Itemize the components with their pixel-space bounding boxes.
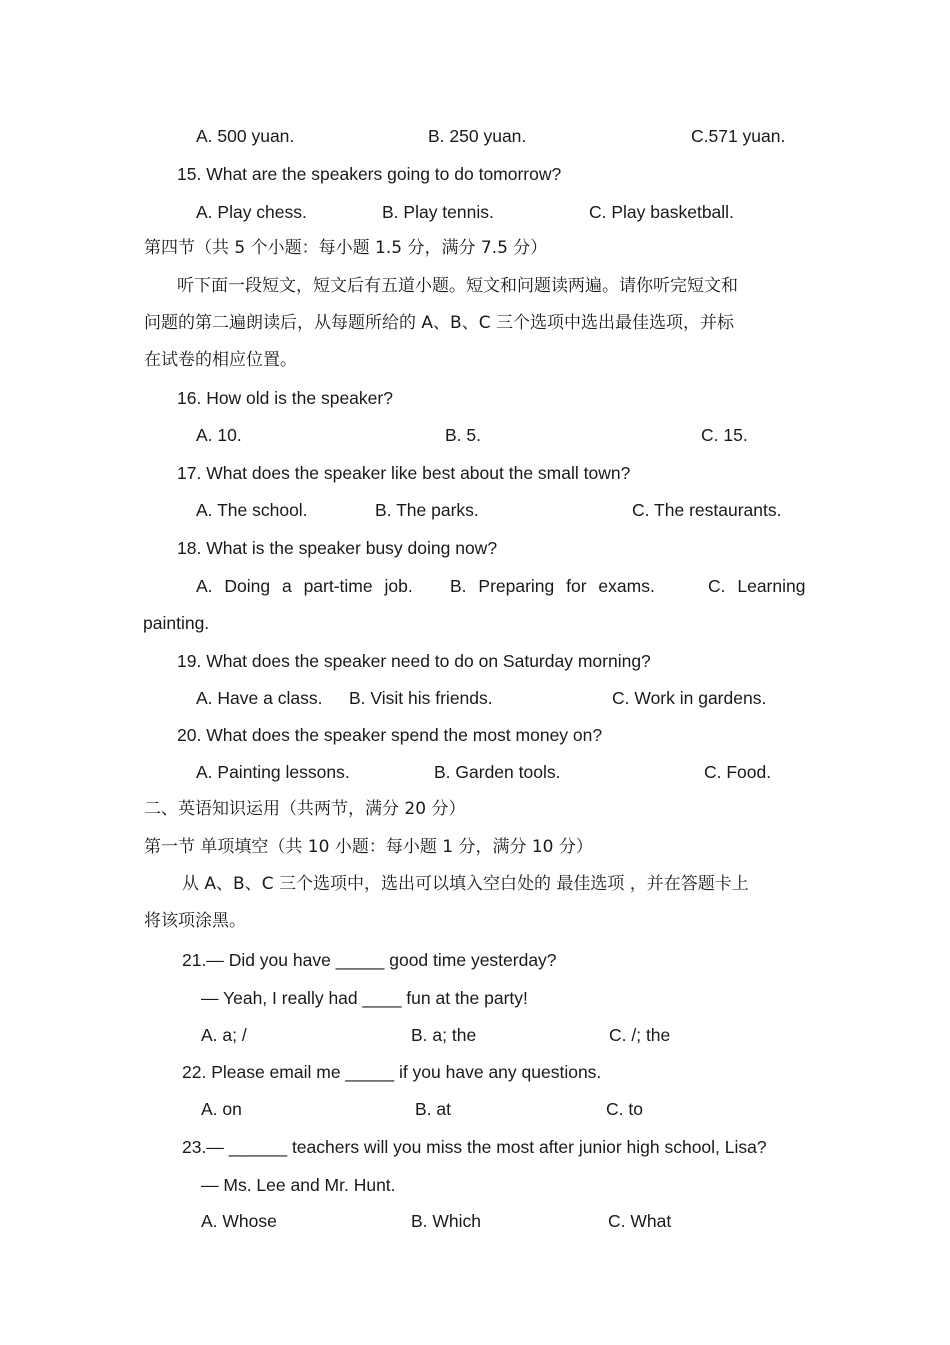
section4-instruction-line3: 在试卷的相应位置。	[144, 350, 297, 370]
q19-option-a: A. Have a class.	[196, 688, 323, 708]
q16-option-a: A. 10.	[196, 425, 242, 445]
part2-heading: 二、英语知识运用（共两节，满分 20 分）	[144, 799, 466, 819]
q17-stem: 17. What does the speaker like best about the small town?	[177, 463, 631, 483]
q23-line1: 23.— ______ teachers will you miss the most after junior high school, Lisa?	[182, 1137, 767, 1157]
q22-option-b: B. at	[415, 1099, 451, 1119]
q15-option-c: C. Play basketball.	[589, 202, 734, 222]
part2-section1-instruction-line1: 从 A、B、C 三个选项中，选出可以填入空白处的 最佳选项 ，并在答题卡上	[182, 874, 749, 894]
section4-instruction-line2: 问题的第二遍朗读后，从每题所给的 A、B、C 三个选项中选出最佳选项，并标	[144, 313, 734, 333]
q23-line2: — Ms. Lee and Mr. Hunt.	[201, 1175, 396, 1195]
q21-option-a: A. a; /	[201, 1025, 247, 1045]
q19-stem: 19. What does the speaker need to do on Saturday morning?	[177, 651, 651, 671]
q17-option-a: A. The school.	[196, 500, 308, 520]
q21-line2: — Yeah, I really had ____ fun at the party!	[201, 988, 528, 1008]
part2-section1-heading: 第一节 单项填空（共 10 小题：每小题 1 分，满分 10 分）	[144, 837, 593, 857]
q20-option-b: B. Garden tools.	[434, 762, 561, 782]
q16-stem: 16. How old is the speaker?	[177, 388, 393, 408]
q14-option-c: C.571 yuan.	[691, 126, 786, 146]
q23-option-b: B. Which	[411, 1211, 482, 1231]
q20-stem: 20. What does the speaker spend the most money on?	[177, 725, 603, 745]
q14-option-b: B. 250 yuan.	[428, 126, 527, 146]
q18-option-c: C. Learning	[708, 576, 806, 596]
q16-option-c: C. 15.	[701, 425, 748, 445]
q16-option-b: B. 5.	[445, 425, 481, 445]
q17-option-c: C. The restaurants.	[632, 500, 782, 520]
section4-heading: 第四节（共 5 个小题：每小题 1.5 分，满分 7.5 分）	[144, 238, 548, 258]
q19-option-c: C. Work in gardens.	[612, 688, 767, 708]
q21-line1: 21.— Did you have _____ good time yesterday?	[182, 950, 557, 970]
q15-option-b: B. Play tennis.	[382, 202, 494, 222]
q19-option-b: B. Visit his friends.	[349, 688, 493, 708]
q23-option-c: C. What	[608, 1211, 672, 1231]
q15-option-a: A. Play chess.	[196, 202, 307, 222]
q14-option-a: A. 500 yuan.	[196, 126, 295, 146]
q22-option-c: C. to	[606, 1099, 643, 1119]
q20-option-c: C. Food.	[704, 762, 772, 782]
q18-stem: 18. What is the speaker busy doing now?	[177, 538, 498, 558]
q18-option-b: B. Preparing for exams.	[450, 576, 655, 596]
q18-option-a: A. Doing a part-time job.	[196, 576, 413, 596]
q22-stem: 22. Please email me _____ if you have any questions.	[182, 1062, 602, 1082]
q17-option-b: B. The parks.	[375, 500, 479, 520]
q23-option-a: A. Whose	[201, 1211, 277, 1231]
q22-option-a: A. on	[201, 1099, 242, 1119]
q21-option-b: B. a; the	[411, 1025, 477, 1045]
q15-stem: 15. What are the speakers going to do tomorrow?	[177, 164, 562, 184]
section4-instruction-line1: 听下面一段短文，短文后有五道小题。短文和问题读两遍。请你听完短文和	[177, 276, 738, 296]
part2-section1-instruction-line2: 将该项涂黑。	[144, 911, 246, 931]
q21-option-c: C. /; the	[609, 1025, 671, 1045]
q20-option-a: A. Painting lessons.	[196, 762, 350, 782]
q18-option-c-continued: painting.	[143, 613, 210, 633]
